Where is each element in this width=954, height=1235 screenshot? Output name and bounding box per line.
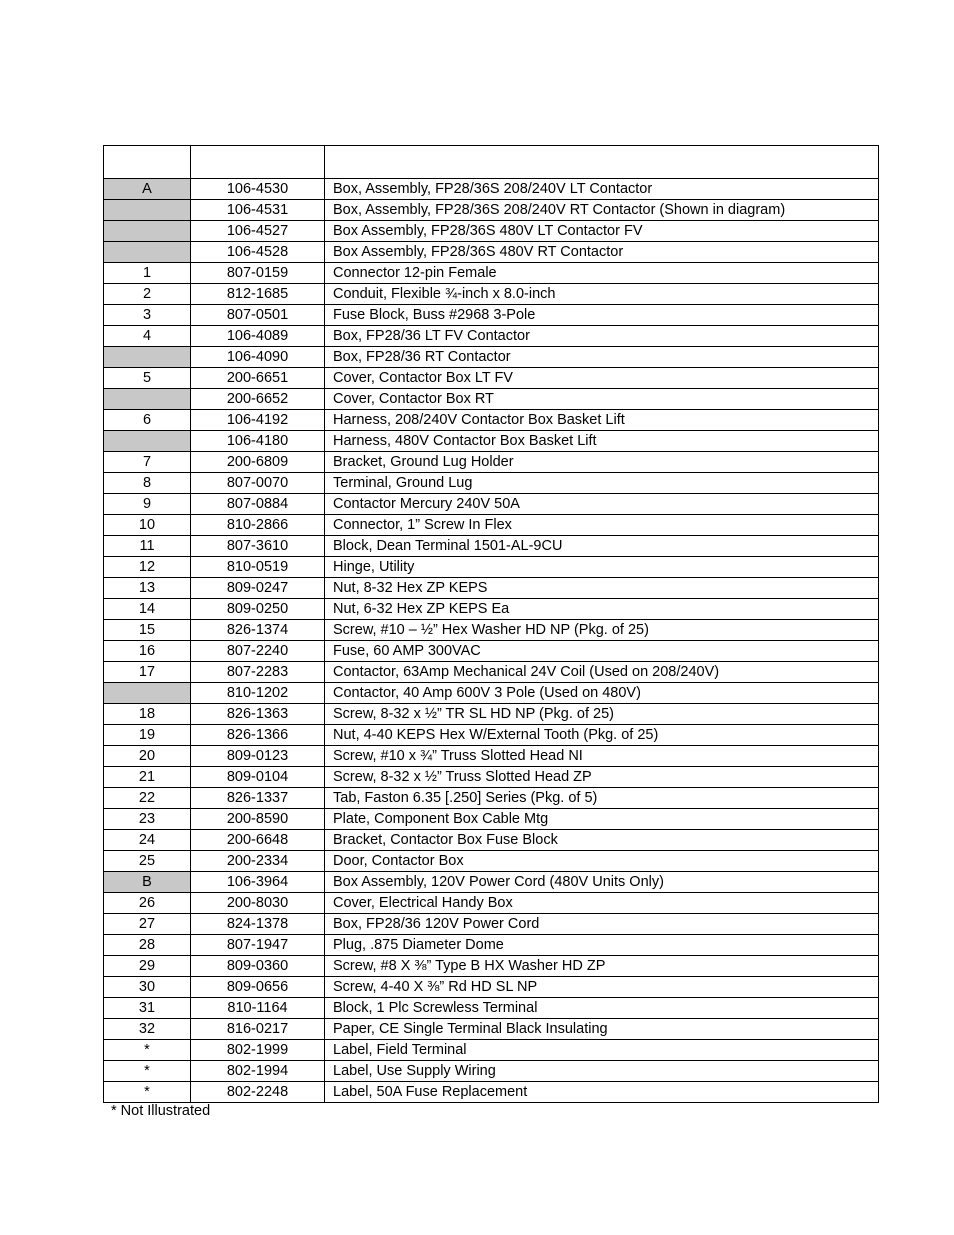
part-number-cell: 106-3964 [191,872,325,893]
description-cell: Nut, 6-32 Hex ZP KEPS Ea [325,599,879,620]
item-number-cell: 6 [104,410,191,431]
description-cell: Label, Use Supply Wiring [325,1061,879,1082]
table-row [104,977,879,998]
part-number-cell: 826-1374 [191,620,325,641]
description-cell: Block, 1 Plc Screwless Terminal [325,998,879,1019]
description-cell: Contactor Mercury 240V 50A [325,494,879,515]
item-number-cell [104,389,191,410]
table-row [104,662,879,683]
part-number-cell: 807-0884 [191,494,325,515]
table-row [104,1061,879,1082]
description-cell: Screw, 8-32 x ½” Truss Slotted Head ZP [325,767,879,788]
header-part-cell [191,146,325,179]
description-cell: Paper, CE Single Terminal Black Insulating [325,1019,879,1040]
table-row [104,893,879,914]
part-number-cell: 807-0501 [191,305,325,326]
table-row [104,872,879,893]
table-row [104,809,879,830]
header-item-cell [104,146,191,179]
part-number-cell: 200-8590 [191,809,325,830]
table-row [104,1082,879,1103]
item-number-cell: 25 [104,851,191,872]
part-number-cell: 106-4089 [191,326,325,347]
part-number-cell: 106-4530 [191,179,325,200]
item-number-cell: 10 [104,515,191,536]
table-row [104,179,879,200]
description-cell: Box, FP28/36 RT Contactor [325,347,879,368]
table-row [104,704,879,725]
description-cell: Connector, 1” Screw In Flex [325,515,879,536]
part-number-cell: 809-0104 [191,767,325,788]
part-number-cell: 807-0159 [191,263,325,284]
part-number-cell: 802-1994 [191,1061,325,1082]
item-number-cell [104,200,191,221]
table-row [104,515,879,536]
part-number-cell: 106-4180 [191,431,325,452]
description-cell: Cover, Contactor Box RT [325,389,879,410]
part-number-cell: 807-2283 [191,662,325,683]
description-cell: Fuse, 60 AMP 300VAC [325,641,879,662]
item-number-cell: 23 [104,809,191,830]
table-row [104,956,879,977]
description-cell: Contactor, 40 Amp 600V 3 Pole (Used on 480V) [325,683,879,704]
part-number-cell: 809-0360 [191,956,325,977]
item-number-cell: 1 [104,263,191,284]
table-row [104,389,879,410]
table-row [104,641,879,662]
description-cell: Plate, Component Box Cable Mtg [325,809,879,830]
item-number-cell: 32 [104,1019,191,1040]
table-row [104,935,879,956]
item-number-cell: 11 [104,536,191,557]
description-cell: Door, Contactor Box [325,851,879,872]
table-row [104,326,879,347]
part-number-cell: 816-0217 [191,1019,325,1040]
table-row [104,200,879,221]
item-number-cell: 13 [104,578,191,599]
description-cell: Screw, 4-40 X ⅜” Rd HD SL NP [325,977,879,998]
table-row [104,620,879,641]
description-cell: Nut, 4-40 KEPS Hex W/External Tooth (Pkg. of 25) [325,725,879,746]
item-number-cell: 31 [104,998,191,1019]
description-cell: Plug, .875 Diameter Dome [325,935,879,956]
part-number-cell: 810-1202 [191,683,325,704]
description-cell: Harness, 480V Contactor Box Basket Lift [325,431,879,452]
description-cell: Cover, Contactor Box LT FV [325,368,879,389]
table-row [104,998,879,1019]
table-row [104,746,879,767]
part-number-cell: 802-1999 [191,1040,325,1061]
part-number-cell: 809-0250 [191,599,325,620]
description-cell: Label, 50A Fuse Replacement [325,1082,879,1103]
part-number-cell: 106-4531 [191,200,325,221]
description-cell: Box, Assembly, FP28/36S 208/240V RT Contactor (Shown in diagram) [325,200,879,221]
item-number-cell: 12 [104,557,191,578]
item-number-cell: 4 [104,326,191,347]
part-number-cell: 200-6809 [191,452,325,473]
item-number-cell: 24 [104,830,191,851]
item-number-cell: 30 [104,977,191,998]
part-number-cell: 106-4192 [191,410,325,431]
part-number-cell: 812-1685 [191,284,325,305]
description-cell: Bracket, Contactor Box Fuse Block [325,830,879,851]
item-number-cell: 5 [104,368,191,389]
description-cell: Screw, #10 x ¾” Truss Slotted Head NI [325,746,879,767]
part-number-cell: 200-6652 [191,389,325,410]
item-number-cell: 27 [104,914,191,935]
item-number-cell: 19 [104,725,191,746]
item-number-cell: 14 [104,599,191,620]
table-row [104,410,879,431]
table-row [104,851,879,872]
part-number-cell: 106-4528 [191,242,325,263]
item-number-cell [104,683,191,704]
parts-table-body [104,146,879,1103]
table-row [104,431,879,452]
table-row [104,1040,879,1061]
item-number-cell: 9 [104,494,191,515]
item-number-cell: 21 [104,767,191,788]
table-row [104,305,879,326]
item-number-cell [104,221,191,242]
table-row [104,557,879,578]
footnote: * Not Illustrated [111,1103,211,1119]
table-row [104,452,879,473]
description-cell: Tab, Faston 6.35 [.250] Series (Pkg. of 5) [325,788,879,809]
description-cell: Cover, Electrical Handy Box [325,893,879,914]
header-row [104,146,879,179]
description-cell: Screw, #8 X ⅜” Type B HX Washer HD ZP [325,956,879,977]
table-row [104,683,879,704]
description-cell: Box Assembly, 120V Power Cord (480V Units Only) [325,872,879,893]
table-row [104,578,879,599]
item-number-cell: 22 [104,788,191,809]
description-cell: Conduit, Flexible ¾-inch x 8.0-inch [325,284,879,305]
part-number-cell: 200-2334 [191,851,325,872]
table-row [104,221,879,242]
header-description-cell [325,146,879,179]
item-number-cell: 20 [104,746,191,767]
item-number-cell: * [104,1040,191,1061]
item-number-cell: 28 [104,935,191,956]
item-number-cell: B [104,872,191,893]
item-number-cell [104,347,191,368]
table-row [104,767,879,788]
part-number-cell: 106-4090 [191,347,325,368]
table-row [104,599,879,620]
part-number-cell: 106-4527 [191,221,325,242]
item-number-cell: 26 [104,893,191,914]
table-row [104,725,879,746]
table-row [104,284,879,305]
table-row [104,1019,879,1040]
description-cell: Screw, #10 – ½” Hex Washer HD NP (Pkg. of 25) [325,620,879,641]
item-number-cell: 7 [104,452,191,473]
description-cell: Harness, 208/240V Contactor Box Basket Lift [325,410,879,431]
description-cell: Box, FP28/36 LT FV Contactor [325,326,879,347]
part-number-cell: 807-2240 [191,641,325,662]
part-number-cell: 802-2248 [191,1082,325,1103]
description-cell: Box, FP28/36 120V Power Cord [325,914,879,935]
description-cell: Hinge, Utility [325,557,879,578]
description-cell: Contactor, 63Amp Mechanical 24V Coil (Used on 208/240V) [325,662,879,683]
item-number-cell: 29 [104,956,191,977]
table-row [104,347,879,368]
item-number-cell: 3 [104,305,191,326]
part-number-cell: 810-2866 [191,515,325,536]
description-cell: Bracket, Ground Lug Holder [325,452,879,473]
description-cell: Box Assembly, FP28/36S 480V RT Contactor [325,242,879,263]
item-number-cell: 15 [104,620,191,641]
parts-table [103,145,879,1103]
table-row [104,263,879,284]
table-row [104,368,879,389]
item-number-cell [104,431,191,452]
description-cell: Label, Field Terminal [325,1040,879,1061]
description-cell: Connector 12-pin Female [325,263,879,284]
part-number-cell: 807-3610 [191,536,325,557]
part-number-cell: 810-0519 [191,557,325,578]
item-number-cell: A [104,179,191,200]
description-cell: Block, Dean Terminal 1501-AL-9CU [325,536,879,557]
part-number-cell: 809-0656 [191,977,325,998]
item-number-cell [104,242,191,263]
item-number-cell: * [104,1082,191,1103]
item-number-cell: 8 [104,473,191,494]
part-number-cell: 809-0247 [191,578,325,599]
part-number-cell: 826-1366 [191,725,325,746]
table-row [104,473,879,494]
item-number-cell: 18 [104,704,191,725]
part-number-cell: 810-1164 [191,998,325,1019]
item-number-cell: * [104,1061,191,1082]
part-number-cell: 824-1378 [191,914,325,935]
item-number-cell: 16 [104,641,191,662]
item-number-cell: 2 [104,284,191,305]
description-cell: Box Assembly, FP28/36S 480V LT Contactor FV [325,221,879,242]
description-cell: Terminal, Ground Lug [325,473,879,494]
part-number-cell: 200-6651 [191,368,325,389]
part-number-cell: 826-1363 [191,704,325,725]
part-number-cell: 200-8030 [191,893,325,914]
table-row [104,536,879,557]
part-number-cell: 807-1947 [191,935,325,956]
description-cell: Screw, 8-32 x ½” TR SL HD NP (Pkg. of 25) [325,704,879,725]
table-row [104,788,879,809]
table-row [104,914,879,935]
table-row [104,830,879,851]
description-cell: Box, Assembly, FP28/36S 208/240V LT Contactor [325,179,879,200]
part-number-cell: 807-0070 [191,473,325,494]
part-number-cell: 200-6648 [191,830,325,851]
table-row [104,494,879,515]
part-number-cell: 826-1337 [191,788,325,809]
part-number-cell: 809-0123 [191,746,325,767]
table-row [104,242,879,263]
item-number-cell: 17 [104,662,191,683]
description-cell: Fuse Block, Buss #2968 3-Pole [325,305,879,326]
description-cell: Nut, 8-32 Hex ZP KEPS [325,578,879,599]
